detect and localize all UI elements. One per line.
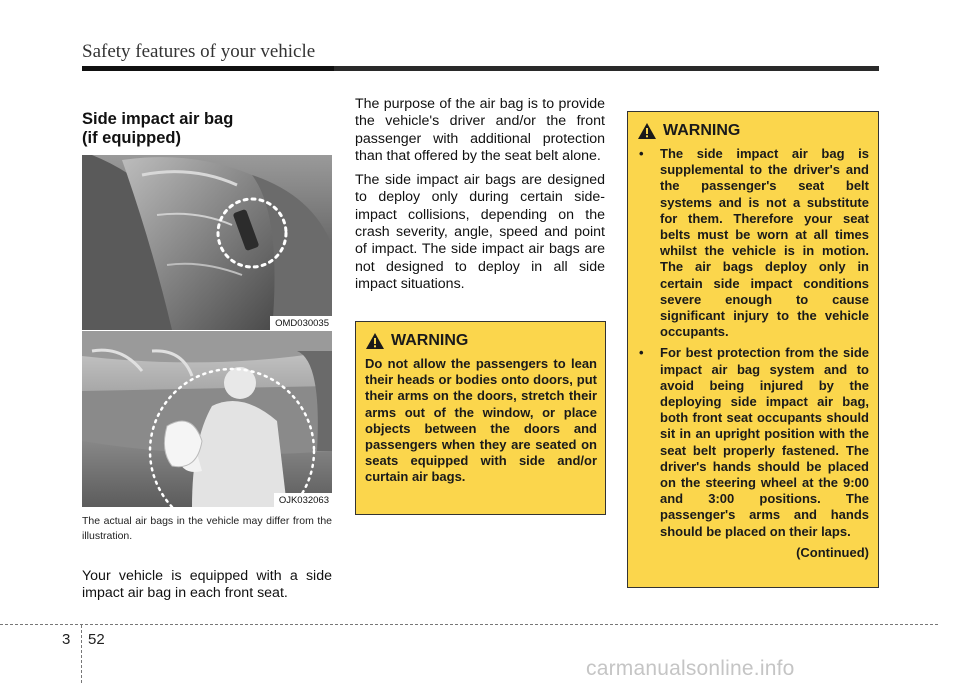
bullet-text: The side impact air bag is supplemental to the driver's and the passenger's seat belt systems and is not a substitute for them. Therefore your seat belts must be worn at all times whilst the vehicle is in motion. The air bags deploy only in certain side impact conditions severe enough to cause significant injury to the vehicle occupants. <box>660 146 869 340</box>
warning-box-passengers <box>355 321 606 515</box>
image-code-2: OJK032063 <box>274 493 332 507</box>
section-heading <box>82 110 332 148</box>
warning-icon <box>365 332 385 350</box>
footer-divider <box>81 625 82 683</box>
list-item <box>637 345 869 539</box>
heading-line-2: (if equipped) <box>82 129 181 147</box>
footer-rule <box>0 624 938 625</box>
warning-text: Do not allow the passengers to lean their heads or bodies onto doors, put their arms on the doors, stretch their arms out of the window, or place objects between the doors and passengers when they are seated on seats equipped with side and/or curtain air bags. <box>365 356 597 485</box>
intro-paragraph: Your vehicle is equipped with a side impact air bag in each front seat. <box>82 568 332 602</box>
chapter-number: 3 <box>62 631 71 648</box>
image-code-1: OMD030035 <box>270 316 332 330</box>
warning-header <box>365 332 597 350</box>
deploy-paragraph: The side impact air bags are designed to deploy only during certain side-impact collisions, depending on the crash severity, angle, speed and point of impact. The side impact air bags are not designed to deploy in all side impact situations. <box>355 172 605 292</box>
occupant-illustration <box>82 331 332 507</box>
warning-icon <box>637 122 657 140</box>
warning-header <box>637 122 869 140</box>
seat-airbag-photo <box>82 155 332 330</box>
heading-line-1: Side impact air bag <box>82 110 234 128</box>
page-number: 52 <box>88 631 105 648</box>
seat-illustration <box>82 155 332 330</box>
bullet: • <box>639 345 644 361</box>
watermark: carmanualsonline.info <box>586 657 795 680</box>
warning-bullet-list <box>637 146 869 540</box>
header-rule-accent <box>82 66 334 71</box>
bullet: • <box>639 146 644 161</box>
image-caption: The actual air bags in the vehicle may differ from the illustration. <box>82 515 332 542</box>
bullet-text: For best protection from the side impact air bag system and to avoid being injured by the deploying side impact air bag, both front seat occupants should sit in an upright position with the seat belt properly fastened. The driver's hands should be placed on the steering wheel at the 9:00 and 3:00 positions. The passenger's arms and hands should be placed on their laps. <box>660 345 869 539</box>
list-item <box>637 146 869 340</box>
continued-label: (Continued) <box>796 544 869 560</box>
warning-box-side-airbag <box>627 111 879 588</box>
purpose-paragraph: The purpose of the air bag is to provide the vehicle's driver and/or the front passenger with additional protection than that offered by the seat belt alone. <box>355 96 605 164</box>
section-title: Safety features of your vehicle <box>82 41 316 62</box>
curtain-airbag-photo <box>82 331 332 507</box>
column-2-text <box>355 96 605 300</box>
warning-title: WARNING <box>663 122 741 139</box>
warning-title: WARNING <box>391 332 469 349</box>
